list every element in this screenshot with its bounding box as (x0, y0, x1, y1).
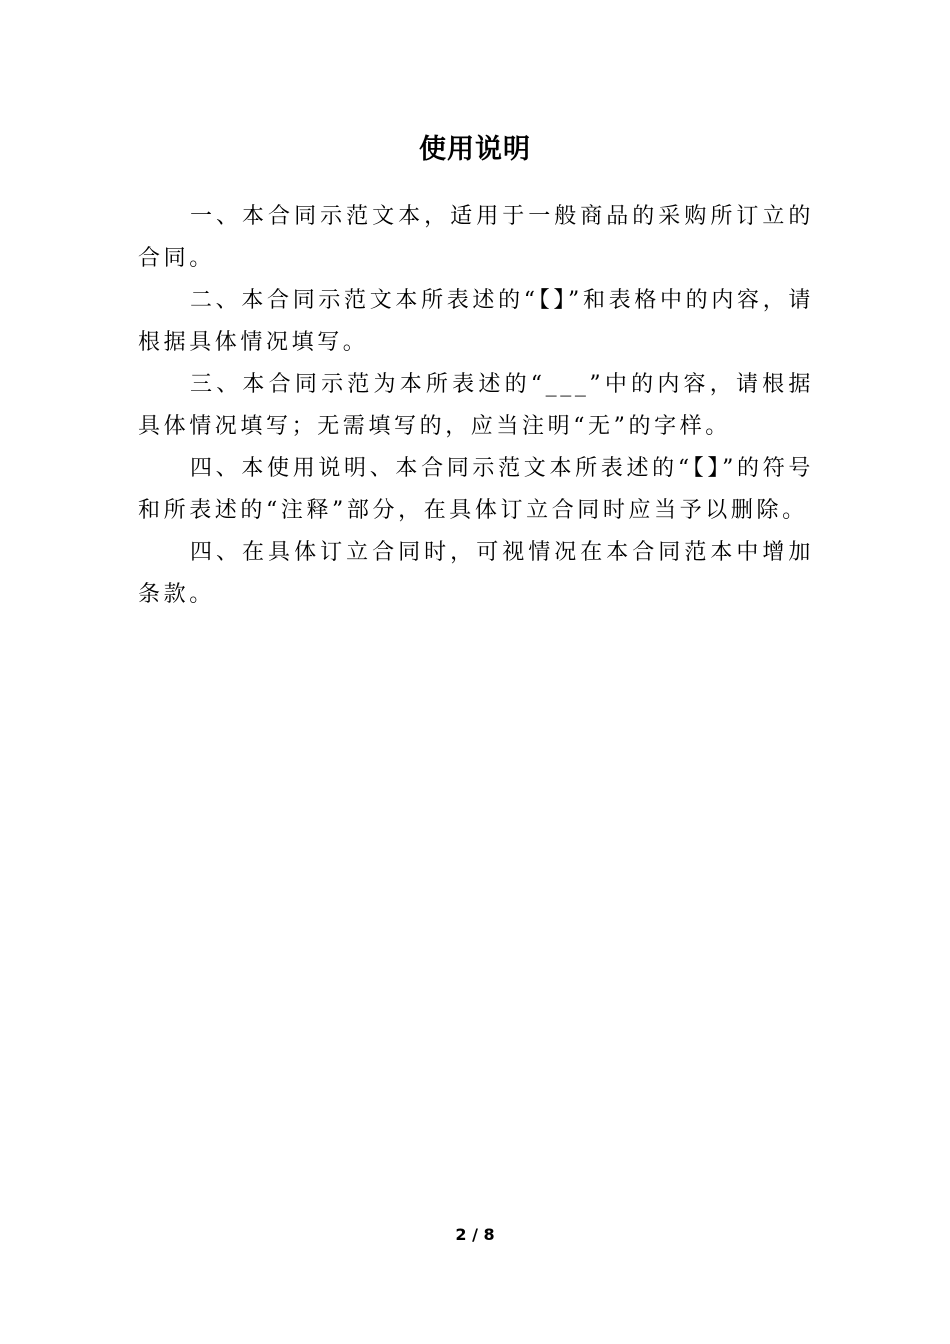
page-title: 使用说明 (419, 134, 531, 165)
paragraph-1: 一、本合同示范文本，适用于一般商品的采购所订立的合同。 (138, 204, 814, 271)
page-number: 2 / 8 (455, 1225, 495, 1244)
paragraph-2: 二、本合同示范文本所表述的“【】”和表格中的内容，请根据具体情况填写。 (138, 288, 814, 355)
paragraph-4: 四、本使用说明、本合同示范文本所表述的“【】”的符号和所表述的“注释”部分，在具体订立合同时应当予以删除。 (138, 456, 814, 523)
instructions-body (138, 196, 814, 616)
paragraph-3: 三、本合同示范为本所表述的“___”中的内容，请根据具体情况填写；无需填写的，应当注明“无”的字样。 (138, 372, 814, 439)
paragraph-5: 四、在具体订立合同时，可视情况在本合同范本中增加条款。 (138, 540, 814, 607)
